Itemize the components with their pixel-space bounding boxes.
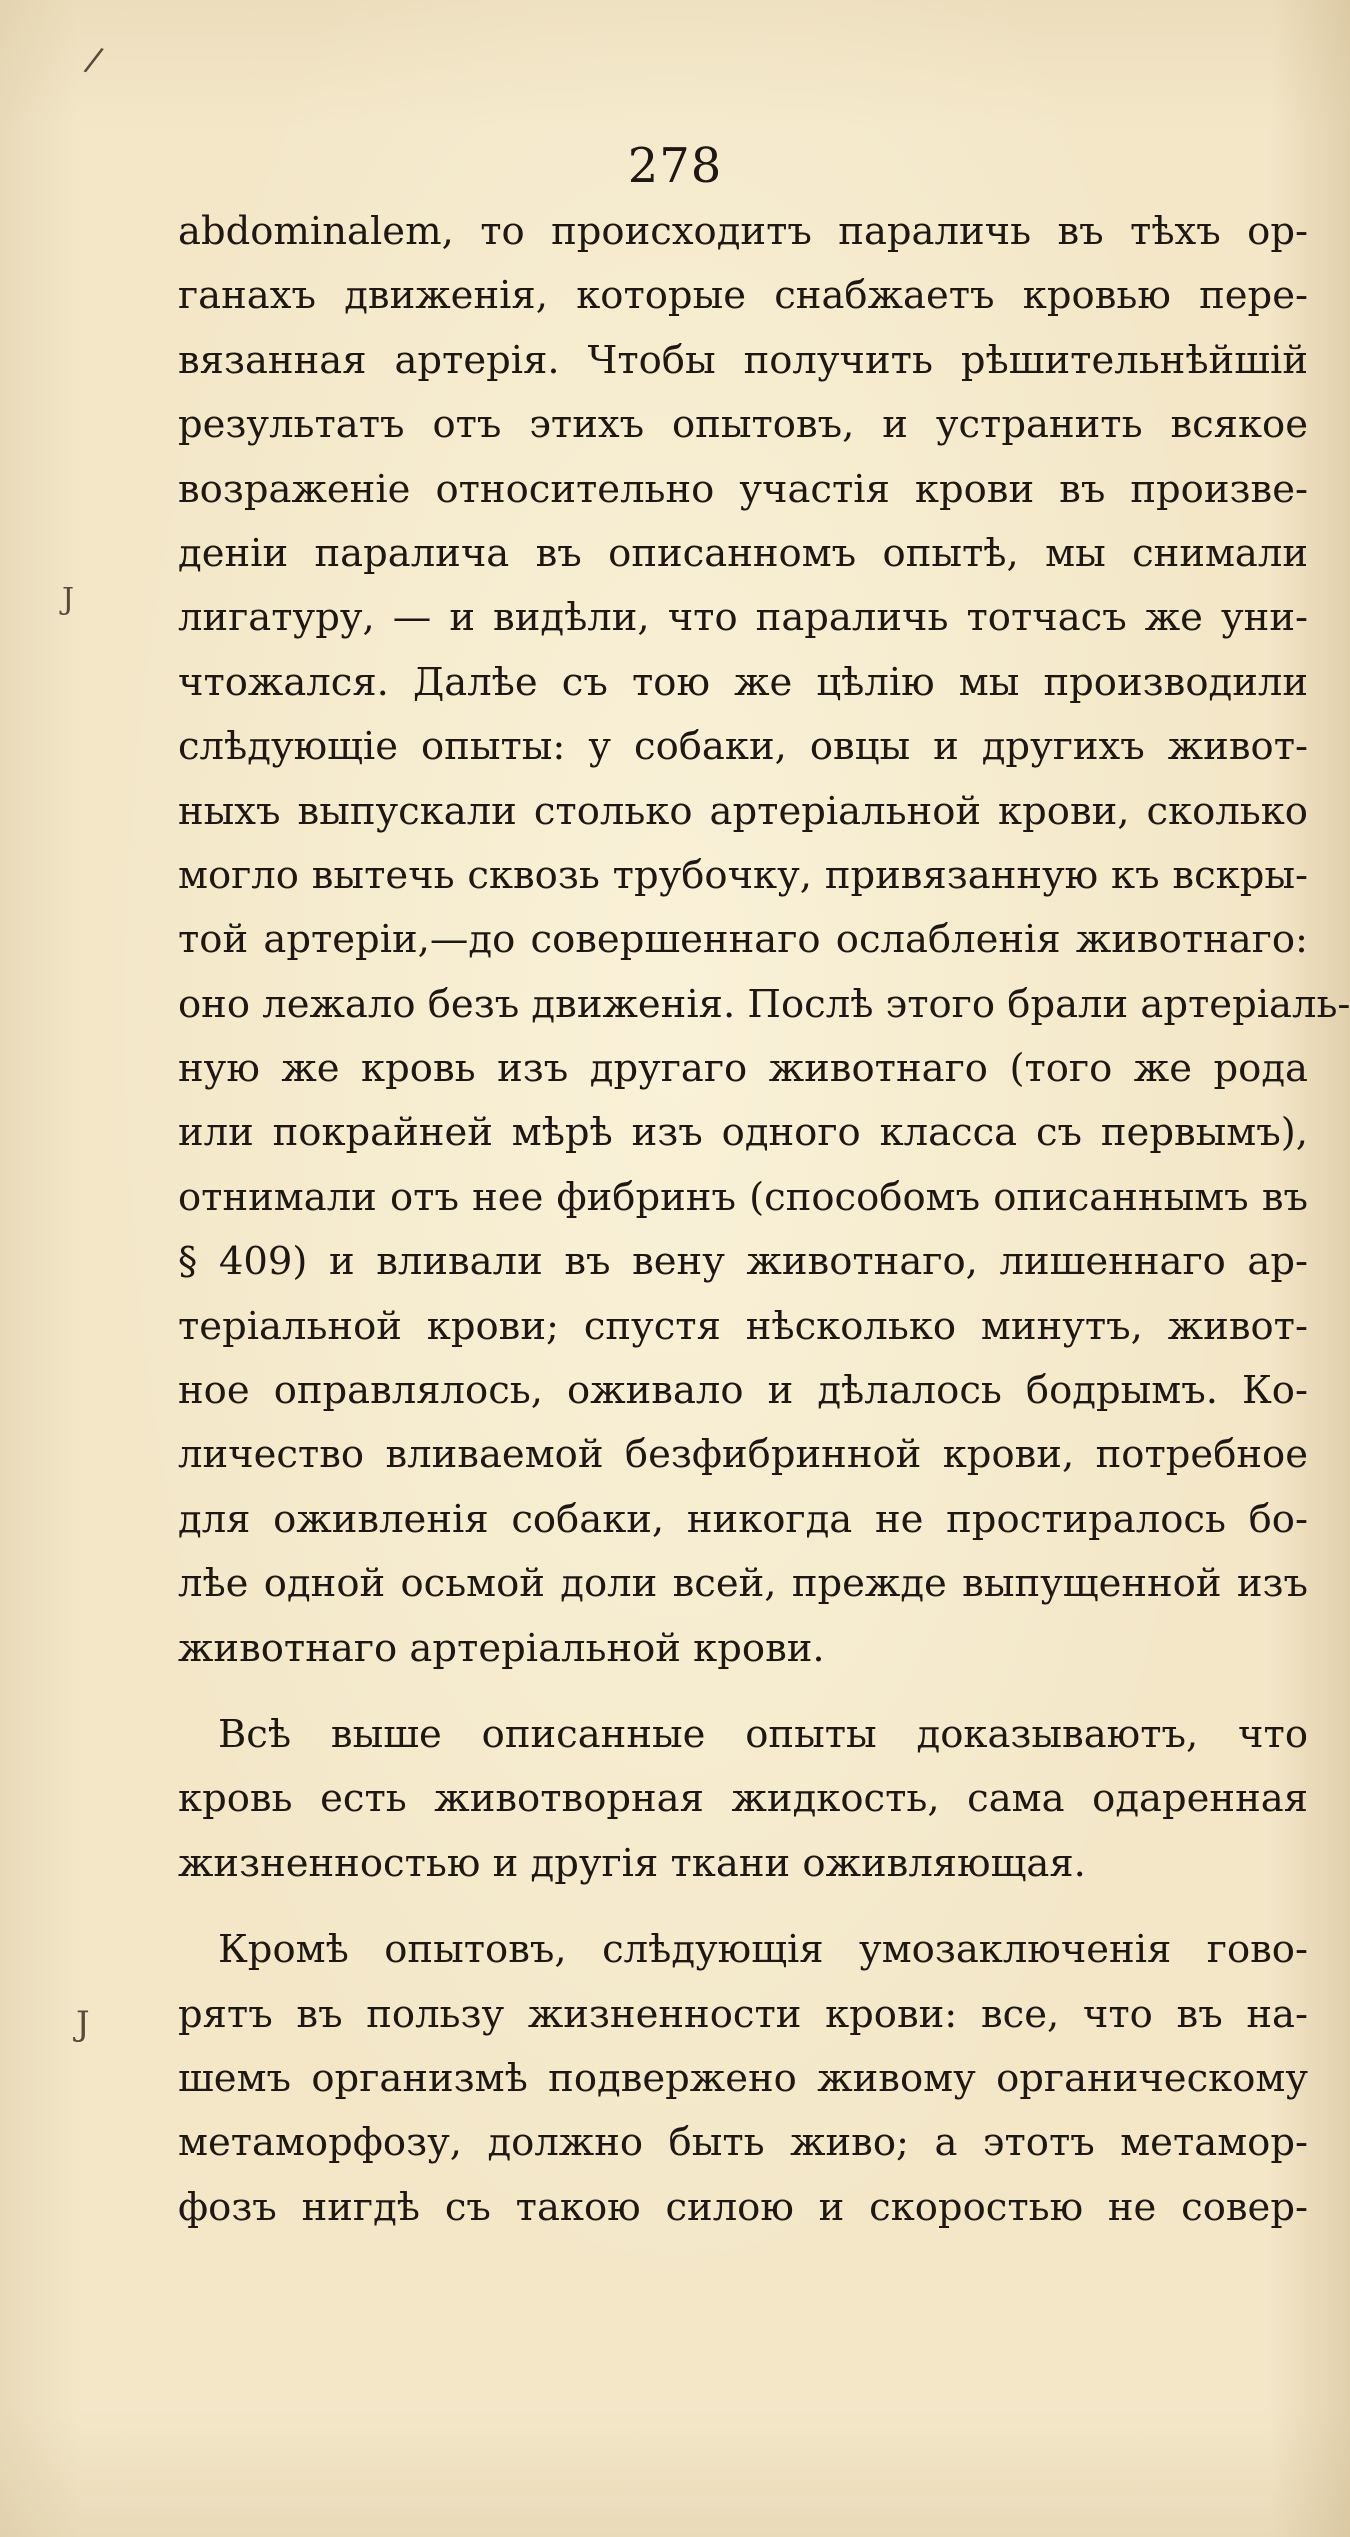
- text-line: фозъ нигдѣ съ такою силою и скоростью не совер-: [178, 2184, 1308, 2230]
- text-line: метаморфозу, должно быть живо; а этотъ метамор-: [178, 2120, 1308, 2166]
- text-line: лѣе одной осьмой доли всей, прежде выпущенной изъ: [178, 1561, 1308, 1607]
- text-line: возраженіе относительно участія крови въ произве-: [178, 466, 1308, 512]
- text-line: оно лежало безъ движенія. Послѣ этого брали артеріаль-: [178, 981, 1350, 1027]
- margin-pencil-mark: J: [76, 2004, 90, 2044]
- text-line: § 409) и вливали въ вену животнаго, лишеннаго ар-: [178, 1239, 1308, 1285]
- text-line: чтожался. Далѣе съ тою же цѣлію мы производили: [178, 659, 1308, 705]
- text-line: abdominalem, то происходитъ параличь въ тѣхъ ор-: [178, 209, 1308, 254]
- text-line: результатъ отъ этихъ опытовъ, и устранить всякое: [178, 402, 1308, 448]
- text-line: шемъ организмѣ подвержено живому органическому: [178, 2055, 1308, 2101]
- paragraph-3: [178, 1918, 1308, 2240]
- margin-pencil-mark: J: [62, 582, 75, 617]
- text-line: рятъ въ пользу жизненности крови: все, что въ на-: [178, 1991, 1308, 2037]
- margin-pencil-mark: /: [81, 39, 106, 81]
- page-number: 278: [627, 138, 723, 194]
- text-line: лигатуру, — и видѣли, что параличь тотчасъ же уни-: [178, 595, 1308, 641]
- paragraph-1: [178, 200, 1350, 1681]
- paragraph-gap: [178, 1681, 1308, 1703]
- text-line: для оживленія собаки, никогда не простиралось бо-: [178, 1496, 1308, 1542]
- text-line: отнимали отъ нее фибринъ (способомъ описаннымъ въ: [178, 1174, 1308, 1220]
- paragraph-2: [178, 1703, 1308, 1896]
- text-line: деніи паралича въ описанномъ опытѣ, мы снимали: [178, 530, 1308, 576]
- text-line: могло вытечь сквозь трубочку, привязанную къ вскры-: [178, 852, 1308, 898]
- text-line: Кромѣ опытовъ, слѣдующія умозаключенія гово-: [218, 1927, 1308, 1973]
- paragraph-gap: [178, 1896, 1308, 1918]
- text-line: вязанная артерія. Чтобы получить рѣшительнѣйшій: [178, 337, 1308, 383]
- text-line: животнаго артеріальной крови.: [178, 1625, 825, 1671]
- text-line: слѣдующіе опыты: у собаки, овцы и другихъ живот-: [178, 724, 1308, 770]
- text-line: ганахъ движенія, которые снабжаетъ кровью пере-: [178, 273, 1308, 319]
- text-line: личество вливаемой безфибринной крови, потребное: [178, 1432, 1308, 1478]
- text-line: той артеріи,—до совершеннаго ослабленія животнаго:: [178, 917, 1308, 963]
- text-line: или покрайней мѣрѣ изъ одного класса съ первымъ),: [178, 1110, 1308, 1156]
- text-line: ное оправлялось, оживало и дѣлалось бодрымъ. Ко-: [178, 1368, 1308, 1414]
- text-line: теріальной крови; спустя нѣсколько минутъ, живот-: [178, 1303, 1308, 1349]
- text-line: жизненностью и другія ткани оживляющая.: [178, 1840, 1086, 1886]
- text-line: Всѣ выше описанные опыты доказываютъ, что: [218, 1711, 1308, 1757]
- text-line: ныхъ выпускали столько артеріальной крови, сколько: [178, 788, 1308, 834]
- text-line: кровь есть животворная жидкость, сама одаренная: [178, 1776, 1308, 1822]
- text-line: ную же кровь изъ другаго животнаго (того же рода: [178, 1046, 1308, 1092]
- body-text: [178, 200, 1350, 2240]
